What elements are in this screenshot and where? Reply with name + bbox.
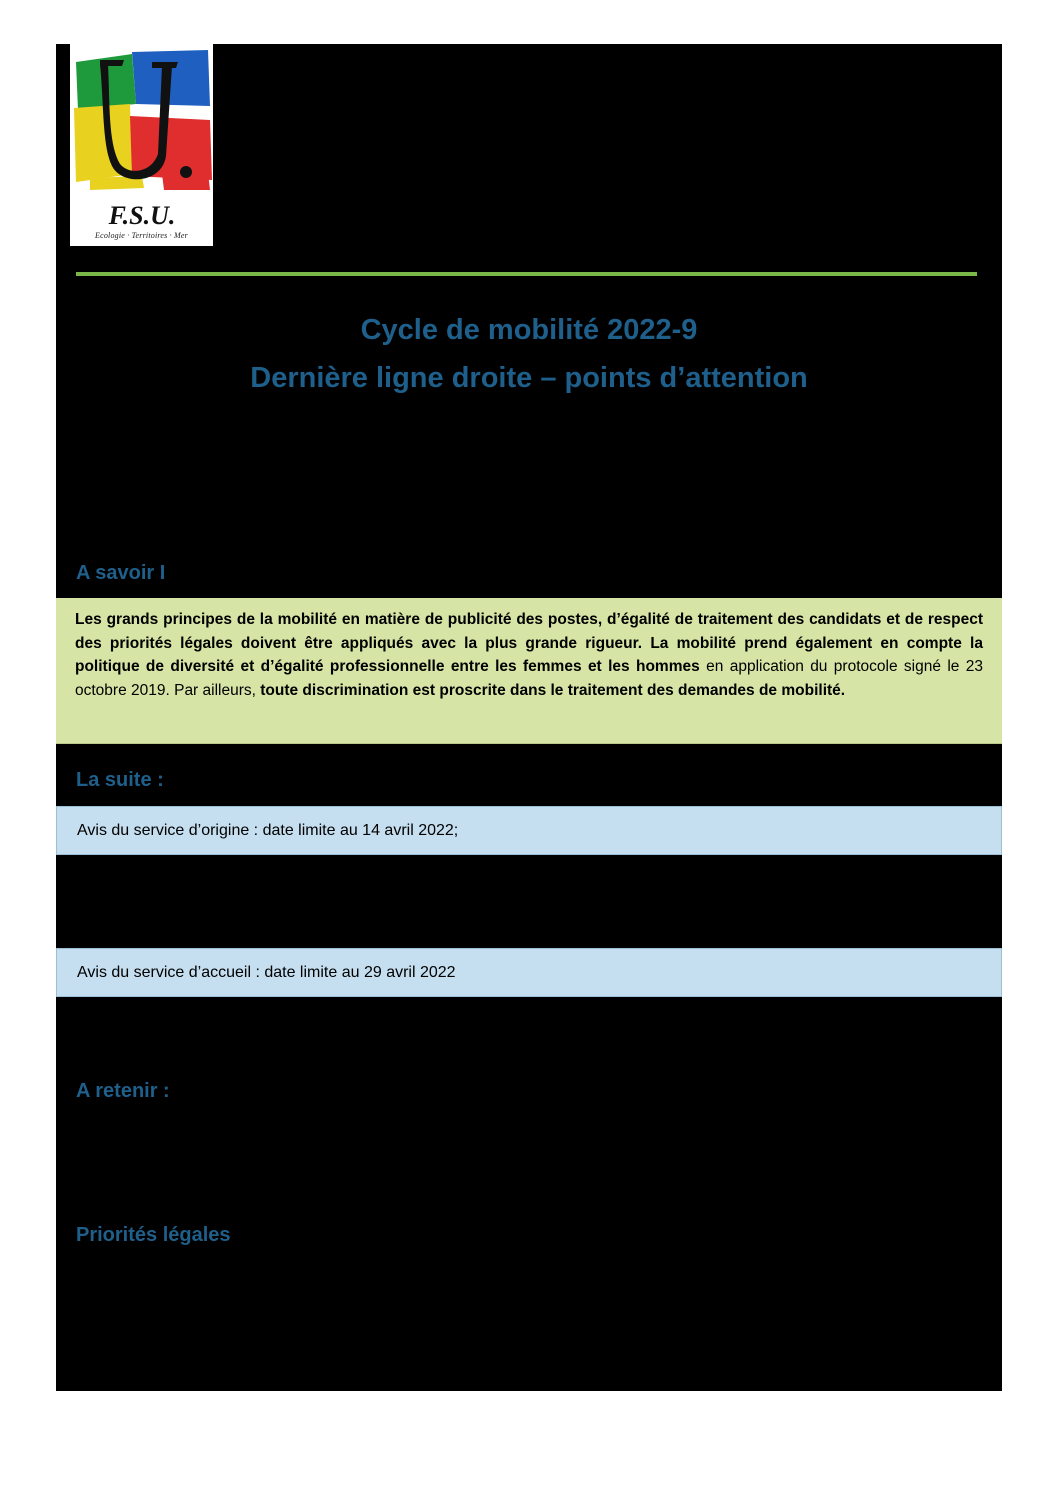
title-line-2: Dernière ligne droite – points d’attention [250,362,808,394]
principles-text [75,608,983,702]
principles-box [56,598,1002,744]
heading-la-suite: La suite : [76,769,164,791]
green-divider [76,272,977,276]
step-host-text: Avis du service d’accueil : date limite au 29 avril 2022 [77,963,456,981]
step-origin-text: Avis du service d’origine : date limite au 14 avril 2022; [77,821,459,839]
principles-normal-2: en application du protocole signé le 23 octobre 2019. Par ailleurs, [75,658,984,699]
fsu-logo [70,44,213,246]
principles-bold-2: La mobilité prend également en compte la politique de diversité et d’égalité professionnelle entre les femmes et les hommes [75,634,983,675]
svg-text:F.S.U.: F.S.U. [108,201,176,229]
heading-priorites-legales: Priorités légales [76,1224,231,1246]
principles-bold-1: Les grands principes de la mobilité en matière de publicité des postes, d’égalité de traitement des candidats et de respect des priorités légales doivent être appliqués avec la plus grande rigueur. [75,611,983,652]
title-line-1: Cycle de mobilité 2022-9 [360,314,698,346]
step-host-service [56,948,1002,997]
step-origin-service [56,806,1002,855]
heading-a-retenir: A retenir : [76,1080,170,1102]
logo-caption: Ecologie · Territoires · Mer [94,231,188,240]
heading-a-savoir: A savoir I [76,562,166,584]
principles-bold-3: toute discrimination est proscrite dans le traitement des demandes de mobilité. [260,681,846,699]
fsu-logo-mark [70,44,213,229]
page-title [56,306,1002,402]
